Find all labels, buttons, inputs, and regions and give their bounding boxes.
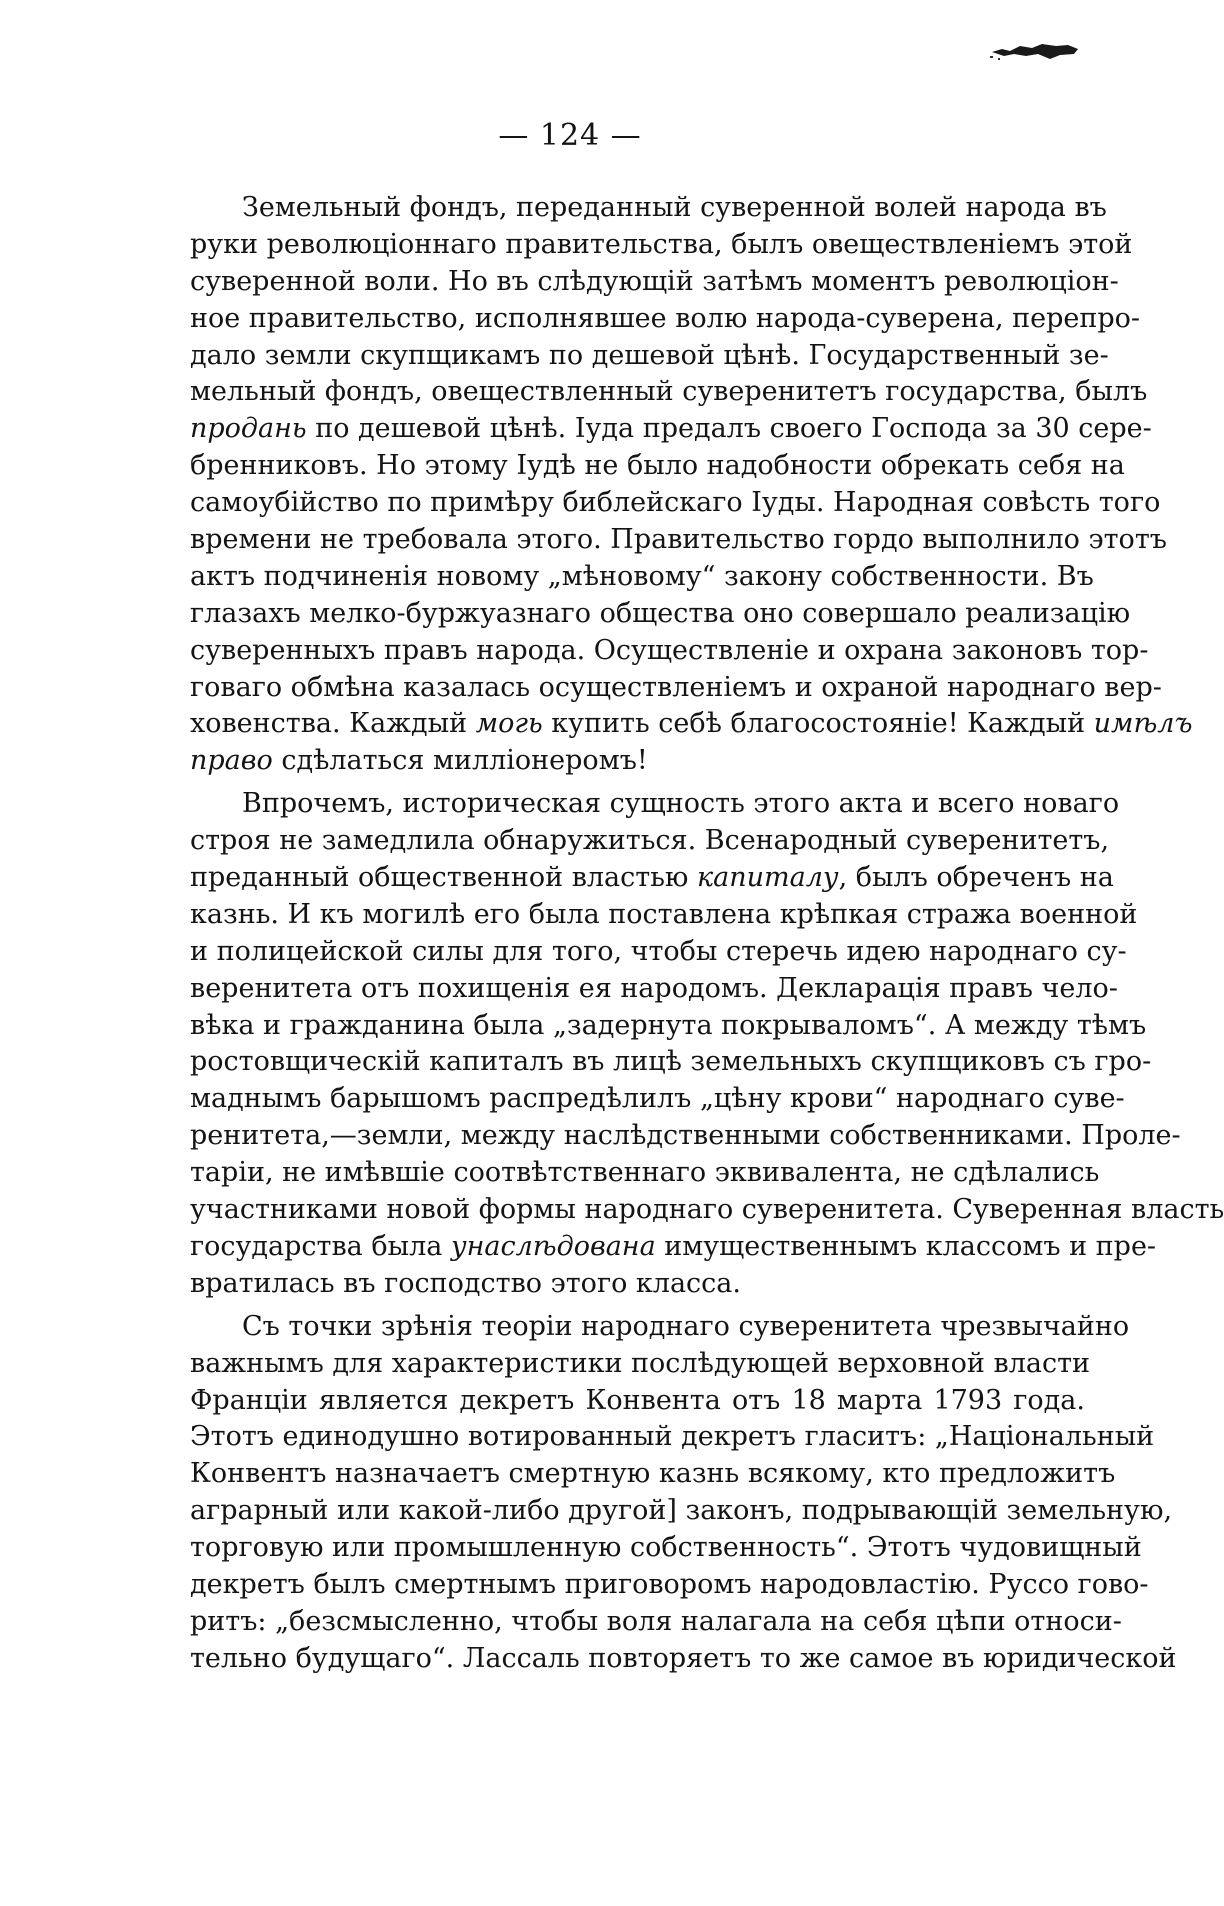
text-line: руки революціоннаго правительства, былъ овеществленіемъ этой bbox=[190, 228, 1133, 260]
text-line: веренитета отъ похищенія ея народомъ. Декларація правъ чело- bbox=[190, 972, 1118, 1004]
text-line: Впрочемъ, историческая сущность этого акта и всего новаго bbox=[242, 788, 1120, 820]
text-line: бренниковъ. Но этому Іудѣ не было надобности обрекать себя на bbox=[190, 450, 1125, 482]
text-line: таріи, не имѣвшіе соотвѣтственнаго эквивалента, не сдѣлались bbox=[190, 1157, 1100, 1189]
text-line: казнь. И къ могилѣ его была поставлена крѣпкая стража военной bbox=[190, 898, 1138, 930]
text-line: самоубійство по примѣру библейскаго Іуды. Народная совѣсть того bbox=[190, 487, 1161, 519]
text-line: времени не требовала этого. Правительство гордо выполнило этотъ bbox=[190, 524, 1167, 556]
text-line: Съ точки зрѣнія теоріи народнаго суверенитета чрезвычайно bbox=[242, 1310, 1130, 1342]
text-line: Этотъ единодушно вотированный декретъ гласитъ: „Національный bbox=[190, 1421, 1155, 1453]
emphasized-text: продань bbox=[190, 413, 307, 445]
text-line: Конвентъ назначаетъ смертную казнь всякому, кто предложитъ bbox=[190, 1458, 1116, 1490]
text-line: суверенной воли. Но въ слѣдующій затѣмъ моментъ революціон- bbox=[190, 265, 1119, 297]
emphasized-text: капиталу bbox=[697, 862, 839, 894]
text-line: государства была унаслѣдована имущественнымъ классомъ и пре- bbox=[190, 1230, 1157, 1262]
text-line: ростовщическій капиталъ въ лицѣ земельныхъ скупщиковъ съ гро- bbox=[190, 1046, 1152, 1078]
text-line: право сдѣлаться милліонеромъ! bbox=[190, 745, 648, 777]
emphasized-text: унаслѣдована bbox=[450, 1230, 656, 1262]
text-line: и полицейской силы для того, чтобы стеречь идею народнаго су- bbox=[190, 935, 1127, 967]
paragraph bbox=[190, 786, 1224, 1302]
text-line: дало земли скупщикамъ по дешевой цѣнѣ. Государственный зе- bbox=[190, 339, 1109, 371]
emphasized-text: право bbox=[190, 745, 273, 777]
body-text bbox=[190, 190, 1224, 1684]
text-line: вѣка и гражданина была „задернута покрываломъ“. А между тѣмъ bbox=[190, 1009, 1147, 1041]
text-line: продань по дешевой цѣнѣ. Іуда предалъ своего Господа за 30 сере- bbox=[190, 413, 1152, 445]
scan-smudge bbox=[990, 40, 1080, 62]
text-line: ренитета,—земли, между наслѣдственными собственниками. Проле- bbox=[190, 1120, 1181, 1152]
paragraph bbox=[190, 1309, 1177, 1678]
text-line: важнымъ для характеристики послѣдующей верховной власти bbox=[190, 1347, 1091, 1379]
text-line: декретъ былъ смертнымъ приговоромъ народовластію. Руссо гово- bbox=[190, 1568, 1149, 1600]
text-line: ритъ: „безсмысленно, чтобы воля налагала на себя цѣпи относи- bbox=[190, 1605, 1122, 1637]
text-line: аграрный или какой-либо другой] законъ, подрывающій земельную, bbox=[190, 1495, 1173, 1527]
text-line: Земельный фондъ, переданный суверенной волей народа въ bbox=[242, 192, 1107, 223]
text-line: суверенныхъ правъ народа. Осуществленіе и охрана законовъ тор- bbox=[190, 634, 1149, 666]
text-line: преданный общественной властью капиталу, былъ обреченъ на bbox=[190, 862, 1114, 894]
text-line: актъ подчиненія новому „мѣновому“ закону собственности. Въ bbox=[190, 560, 1094, 592]
text-line: вратилась въ господство этого класса. bbox=[190, 1267, 741, 1299]
emphasized-text: имѣлъ bbox=[1093, 708, 1193, 740]
paragraph bbox=[190, 190, 1193, 780]
text-line: торговую или промышленную собственность“. Этотъ чудовищный bbox=[190, 1532, 1142, 1564]
text-line: ховенства. Каждый могь купить себѣ благосостояніе! Каждый имѣлъ bbox=[190, 708, 1193, 740]
text-line: глазахъ мелко-буржуазнаго общества оно совершало реализацію bbox=[190, 597, 1131, 629]
text-line: мельный фондъ, овеществленный суверенитетъ государства, былъ bbox=[190, 376, 1148, 408]
text-line: ное правительство, исполнявшее волю народа-суверена, перепро- bbox=[190, 302, 1140, 334]
text-line: Франціи является декретъ Конвента отъ 18 марта 1793 года. bbox=[190, 1384, 1085, 1416]
text-line: говаго обмѣна казалась осуществленіемъ и охраной народнаго вер- bbox=[190, 671, 1162, 703]
text-line: участниками новой формы народнаго суверенитета. Суверенная власть bbox=[190, 1194, 1224, 1226]
text-line: маднымъ барышомъ распредѣлилъ „цѣну крови“ народнаго суве- bbox=[190, 1083, 1125, 1115]
text-line: тельно будущаго“. Лассаль повторяетъ то же самое въ юридической bbox=[190, 1642, 1177, 1674]
emphasized-text: могь bbox=[475, 708, 543, 740]
text-line: строя не замедлила обнаружиться. Всенародный суверенитетъ, bbox=[190, 825, 1110, 857]
page-number: — 124 — bbox=[498, 118, 642, 153]
